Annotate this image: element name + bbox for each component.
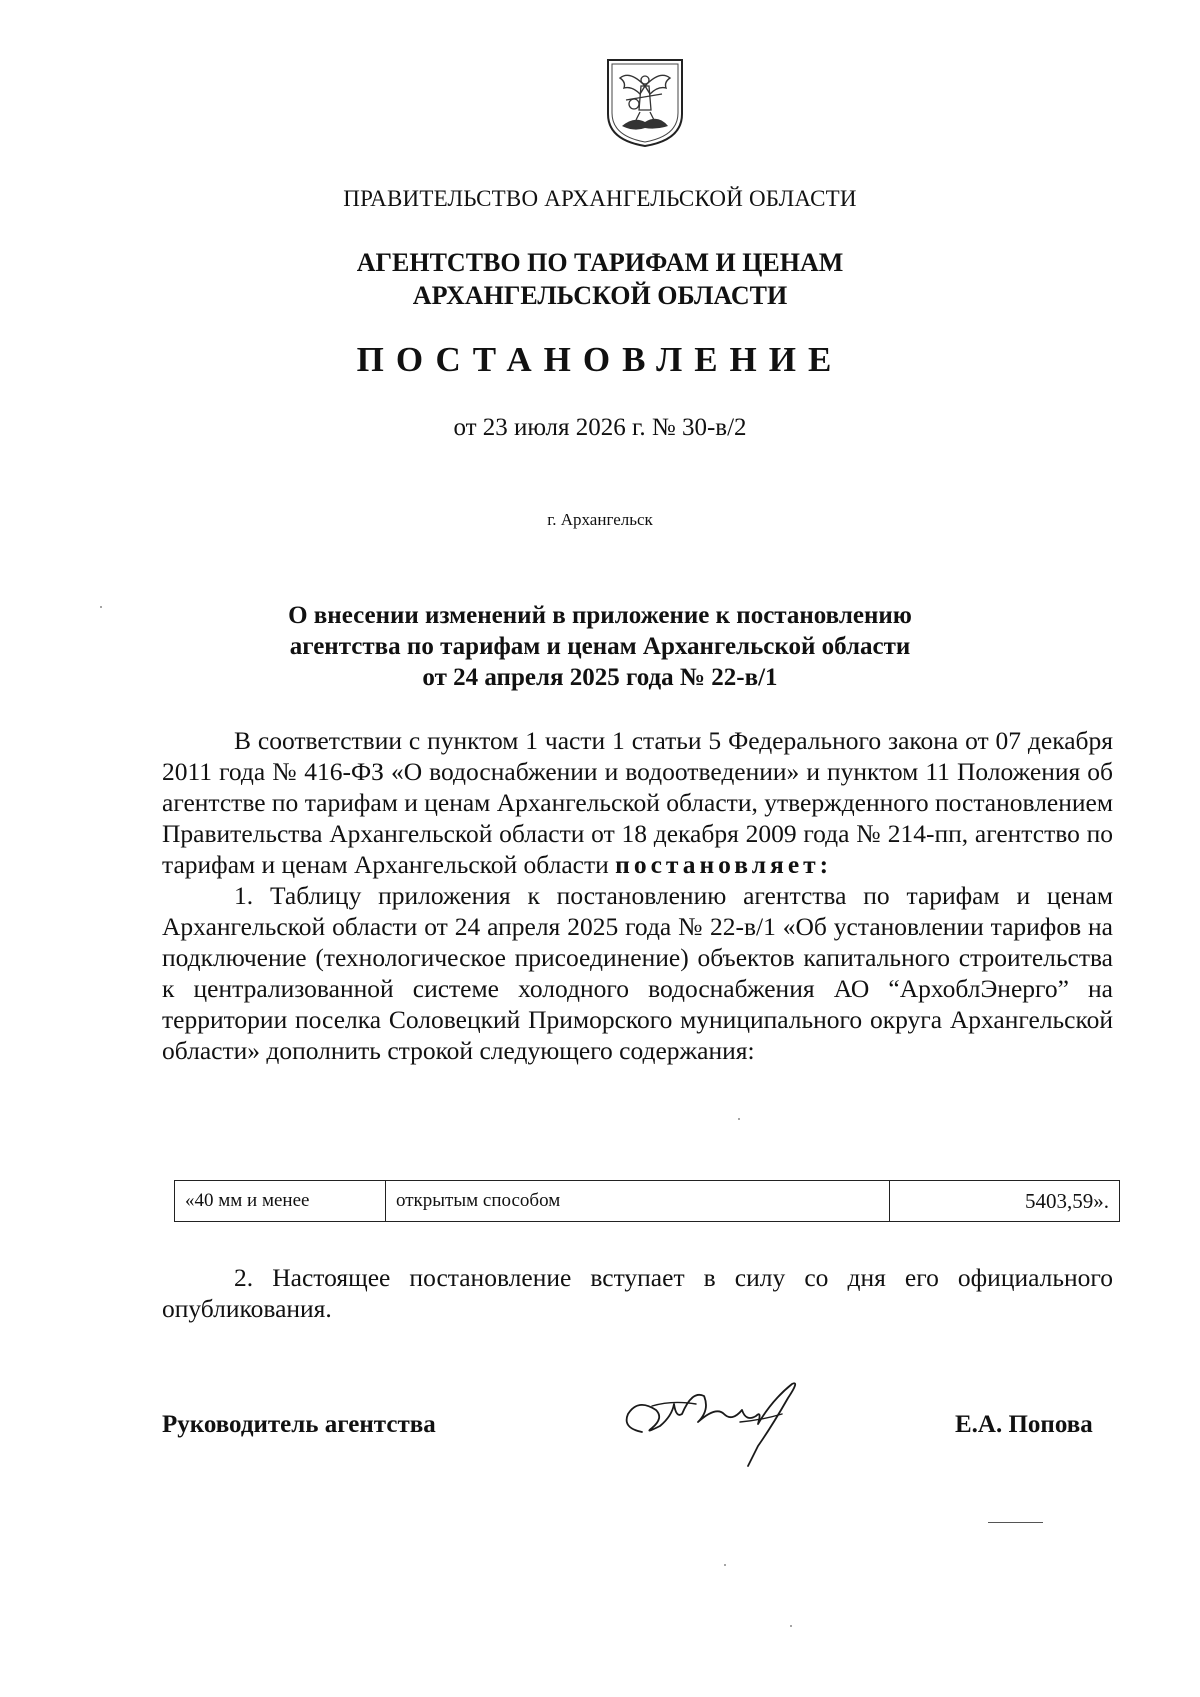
table-cell-diameter: «40 мм и менее	[175, 1181, 386, 1222]
subject-line1: О внесении изменений в приложение к постановлению	[288, 602, 912, 629]
preamble-text: В соответствии с пунктом 1 части 1 статьи 5 Федерального закона от 07 декабря 2011 года № 416-ФЗ «О водоснабжении и водоотведении» и пунктом 11 Положения об агентстве по тарифам и ценам Архангельской области, утвержденного постановлением Правительства Архангельской области от 18 декабря 2009 года № 214-пп, агентство по тарифам и ценам Архангельской области	[162, 726, 1113, 879]
inserted-table-row	[174, 1180, 1120, 1222]
agency-name	[0, 246, 1200, 312]
margin-dash	[988, 1522, 1043, 1523]
government-name: ПРАВИТЕЛЬСТВО АРХАНГЕЛЬСКОЙ ОБЛАСТИ	[343, 186, 857, 211]
handwritten-signature	[612, 1370, 822, 1470]
signatory-name: Е.А. Попова	[955, 1411, 1093, 1438]
item2-paragraph: 2. Настоящее постановление вступает в силу со дня его официального опубликования.	[162, 1263, 1113, 1323]
item1-paragraph: 1. Таблицу приложения к постановлению агентства по тарифам и ценам Архангельской области от 24 апреля 2025 года № 22-в/1 «Об установлении тарифов на подключение (технологическое присоединение) объектов капитального строительства к централизованной системе холодного водоснабжения АО “АрхоблЭнерго” на территории поселка Соловецкий Приморского муниципального округа Архангельской области» дополнить строкой следующего содержания:	[162, 881, 1113, 1065]
scan-speck	[724, 1564, 726, 1566]
agency-name-line1: АГЕНТСТВО ПО ТАРИФАМ И ЦЕНАМ	[356, 248, 844, 277]
coat-of-arms-emblem	[604, 56, 686, 148]
table-cell-method: открытым способом	[386, 1181, 890, 1222]
table-cell-value: 5403,59».	[890, 1181, 1120, 1222]
scan-speck	[790, 1625, 792, 1627]
subject-line3: от 24 апреля 2025 года № 22-в/1	[422, 664, 778, 691]
agency-name-line2: АРХАНГЕЛЬСКОЙ ОБЛАСТИ	[412, 281, 788, 310]
document-subject	[0, 600, 1200, 693]
preamble-paragraph	[162, 725, 1113, 880]
item2-section	[162, 1262, 1113, 1324]
document-number: от 23 июля 2026 г. № 30-в/2	[453, 414, 747, 441]
document-type: ПОСТАНОВЛЕНИЕ	[356, 340, 844, 379]
body-section	[162, 725, 1113, 1066]
subject-line2: агентства по тарифам и ценам Архангельской области	[289, 633, 911, 660]
table-row	[175, 1181, 1120, 1222]
document-city: г. Архангельск	[547, 510, 653, 529]
scan-speck	[100, 606, 102, 608]
signatory-title: Руководитель агентства	[162, 1411, 436, 1438]
resolves-text: постановляет:	[615, 850, 833, 879]
scan-speck	[738, 1118, 740, 1120]
